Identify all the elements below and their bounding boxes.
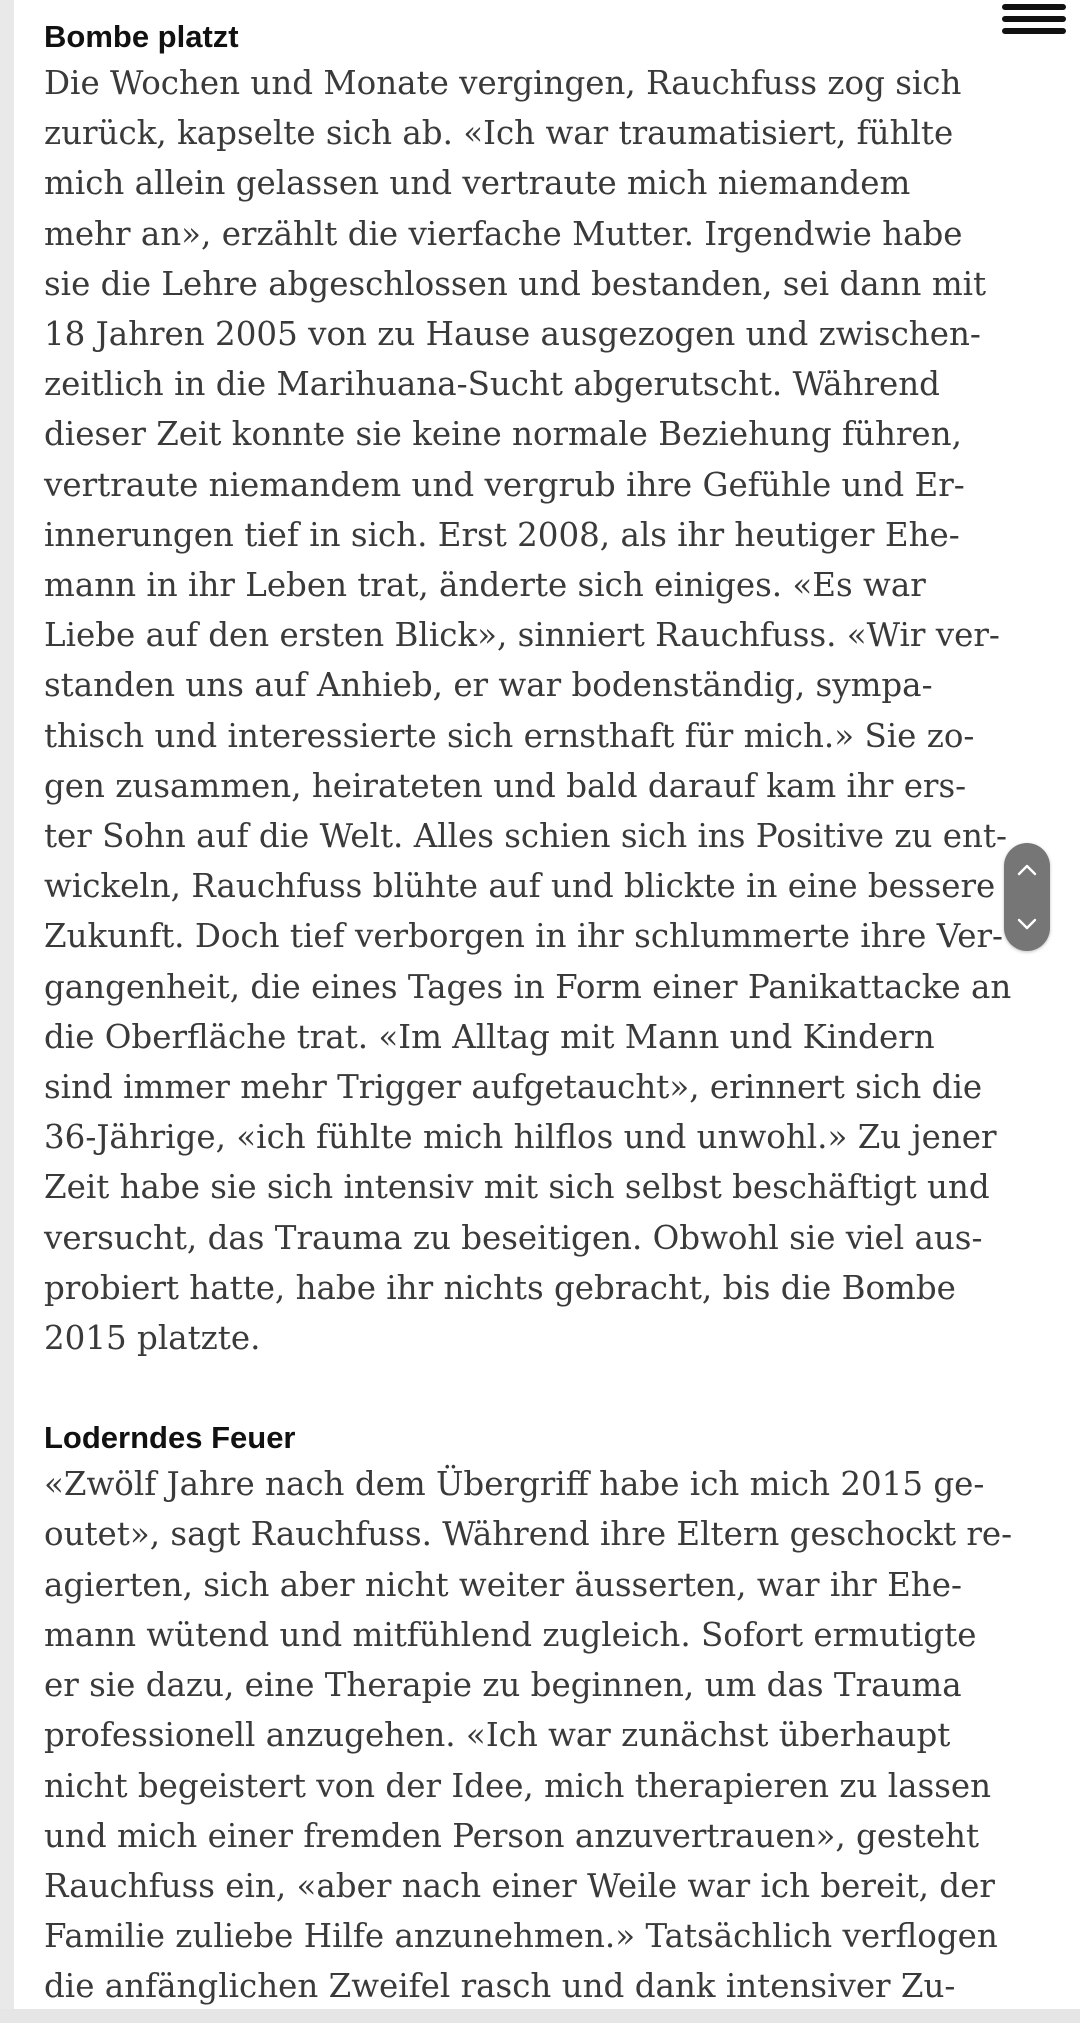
text-line: Die Wochen und Monate vergingen, Rauchfuss zog sich [44,64,962,102]
section-paragraph [44,58,1054,1363]
section-heading: Loderndes Feuer [44,1420,296,1456]
section-heading: Bombe platzt [44,19,239,54]
text-line: innerungen tief in sich. Erst 2008, als ihr heutiger Ehe- [44,515,960,554]
text-line: Zeit habe sie sich intensiv mit sich selbst beschäftigt und [44,1168,990,1207]
text-line: vertraute niemandem und vergrub ihre Gefühle und Er- [44,465,965,504]
hamburger-menu-icon[interactable] [1002,4,1066,34]
section-paragraph [44,1459,1054,2011]
text-line: er sie dazu, eine Therapie zu beginnen, um das Trauma [44,1666,962,1705]
scroll-up-button[interactable] [1004,843,1050,897]
text-line: mann wütend und mitfühlend zugleich. Sofort ermutigte [44,1615,977,1654]
text-line: ter Sohn auf die Welt. Alles schien sich ins Positive zu ent- [44,817,1007,856]
section-spacer [44,1363,1054,1417]
text-line: zeitlich in die Marihuana-Sucht abgerutscht. Während [44,365,940,404]
text-line: 2015 platzte. [44,1319,261,1358]
menu-bar [1002,16,1066,22]
text-line: mehr an», erzählt die vierfache Mutter. Irgendwie habe [44,214,963,253]
text-line: gen zusammen, heirateten und bald darauf kam ihr ers- [44,766,967,805]
text-line: «Zwölf Jahre nach dem Übergriff habe ich mich 2015 ge- [44,1465,985,1504]
chevron-up-icon [1017,864,1037,876]
text-line: agierten, sich aber nicht weiter äusserten, war ihr Ehe- [44,1565,962,1604]
section-bombe-platzt [44,16,1054,1363]
text-line: Zukunft. Doch tief verborgen in ihr schlummerte ihre Ver- [44,917,1003,956]
text-line: Familie zuliebe Hilfe anzunehmen.» Tatsächlich verflogen [44,1917,998,1956]
text-line: sind immer mehr Trigger aufgetaucht», erinnert sich die [44,1068,983,1107]
text-line: 36-Jährige, «ich fühlte mich hilflos und unwohl.» Zu jener [44,1118,997,1157]
text-line: die Oberfläche trat. «Im Alltag mit Mann und Kindern [44,1017,935,1056]
text-line: mich allein gelassen und vertraute mich niemandem [44,164,911,203]
text-line: mann in ihr Leben trat, änderte sich einiges. «Es war [44,566,926,605]
chevron-down-icon [1017,918,1037,930]
menu-bar [1002,4,1066,10]
text-line: wickeln, Rauchfuss blühte auf und blickte in eine bessere [44,867,996,906]
article-content [44,16,1054,2012]
text-line: versucht, das Trauma zu beseitigen. Obwohl sie viel aus- [44,1218,983,1257]
text-line: probiert hatte, habe ihr nichts gebracht, bis die Bombe [44,1268,956,1307]
text-line: gangenheit, die eines Tages in Form einer Panikattacke an [44,967,1012,1006]
text-line: professionell anzugehen. «Ich war zunächst überhaupt [44,1716,951,1755]
menu-bar [1002,28,1066,34]
text-line: die anfänglichen Zweifel rasch und dank intensiver Zu- [44,1967,956,2006]
text-line: Liebe auf den ersten Blick», sinniert Rauchfuss. «Wir ver- [44,616,1000,655]
text-line: standen uns auf Anhieb, er war bodenständig, sympa- [44,666,933,705]
scroll-down-button[interactable] [1004,897,1050,951]
text-line: 18 Jahren 2005 von zu Hause ausgezogen und zwischen- [44,315,981,354]
text-line: sie die Lehre abgeschlossen und bestanden, sei dann mit [44,264,987,303]
text-line: outet», sagt Rauchfuss. Während ihre Eltern geschockt re- [44,1515,1013,1554]
scroll-navigation [1004,843,1050,951]
text-line: Rauchfuss ein, «aber nach einer Weile war ich bereit, der [44,1866,995,1905]
section-loderndes-feuer [44,1417,1054,2011]
article-page [14,0,1080,2023]
text-line: thisch und interessierte sich ernsthaft für mich.» Sie zo- [44,716,975,755]
text-line: dieser Zeit konnte sie keine normale Beziehung führen, [44,415,962,454]
bottom-edge-bar [0,2009,1080,2023]
text-line: nicht begeistert von der Idee, mich therapieren zu lassen [44,1766,992,1805]
text-line: zurück, kapselte sich ab. «Ich war traumatisiert, fühlte [44,114,954,153]
text-line: und mich einer fremden Person anzuvertrauen», gesteht [44,1816,980,1855]
